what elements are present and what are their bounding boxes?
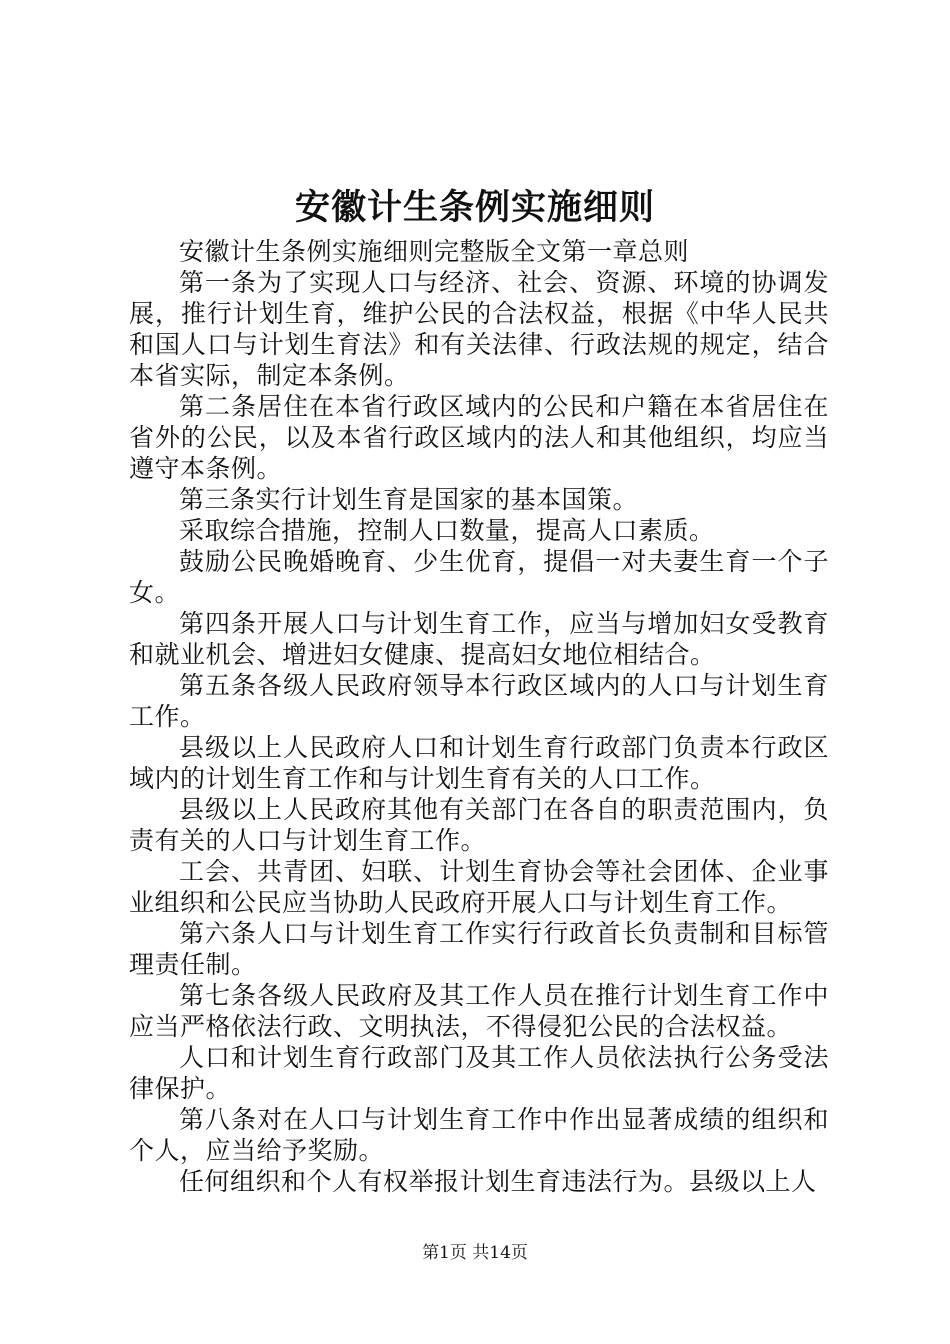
paragraph: 第八条对在人口与计划生育工作中作出显著成绩的组织和个人，应当给予奖励。 [129, 1105, 829, 1165]
paragraph: 第三条实行计划生育是国家的基本国策。 [179, 485, 639, 514]
paragraph: 第四条开展人口与计划生育工作，应当与增加妇女受教育和就业机会、增进妇女健康、提高妇女地位相结合。 [129, 609, 829, 669]
paragraph: 第七条各级人民政府及其工作人员在推行计划生育工作中应当严格依法行政、文明执法，不得侵犯公民的合法权益。 [129, 981, 829, 1041]
document-body [129, 236, 829, 1197]
paragraph: 第五条各级人民政府领导本行政区域内的人口与计划生育工作。 [129, 671, 829, 731]
document-title: 安徽计生条例实施细则 [294, 187, 655, 228]
paragraph: 县级以上人民政府其他有关部门在各自的职责范围内，负责有关的人口与计划生育工作。 [129, 795, 829, 855]
paragraph: 鼓励公民晚婚晚育、少生优育，提倡一对夫妻生育一个子女。 [129, 547, 829, 607]
paragraph: 第二条居住在本省行政区域内的公民和户籍在本省居住在省外的公民，以及本省行政区域内的法人和其他组织，均应当遵守本条例。 [129, 392, 829, 483]
page-number: 第1页 共14页 [422, 1243, 528, 1263]
paragraph: 县级以上人民政府人口和计划生育行政部门负责本行政区域内的计划生育工作和与计划生育有关的人口工作。 [129, 733, 829, 793]
paragraph: 任何组织和个人有权举报计划生育违法行为。县级以上人 [179, 1167, 817, 1196]
paragraph: 工会、共青团、妇联、计划生育协会等社会团体、企业事业组织和公民应当协助人民政府开展人口与计划生育工作。 [129, 857, 829, 917]
paragraph: 第六条人口与计划生育工作实行行政首长负责制和目标管理责任制。 [129, 919, 829, 979]
paragraph: 第一条为了实现人口与经济、社会、资源、环境的协调发展，推行计划生育，维护公民的合法权益，根据《中华人民共和国人口与计划生育法》和有关法律、行政法规的规定，结合本省实际，制定本条例。 [129, 268, 829, 390]
paragraph: 采取综合措施，控制人口数量，提高人口素质。 [179, 516, 715, 545]
paragraph: 人口和计划生育行政部门及其工作人员依法执行公务受法律保护。 [129, 1043, 829, 1103]
paragraph: 安徽计生条例实施细则完整版全文第一章总则 [179, 237, 690, 266]
